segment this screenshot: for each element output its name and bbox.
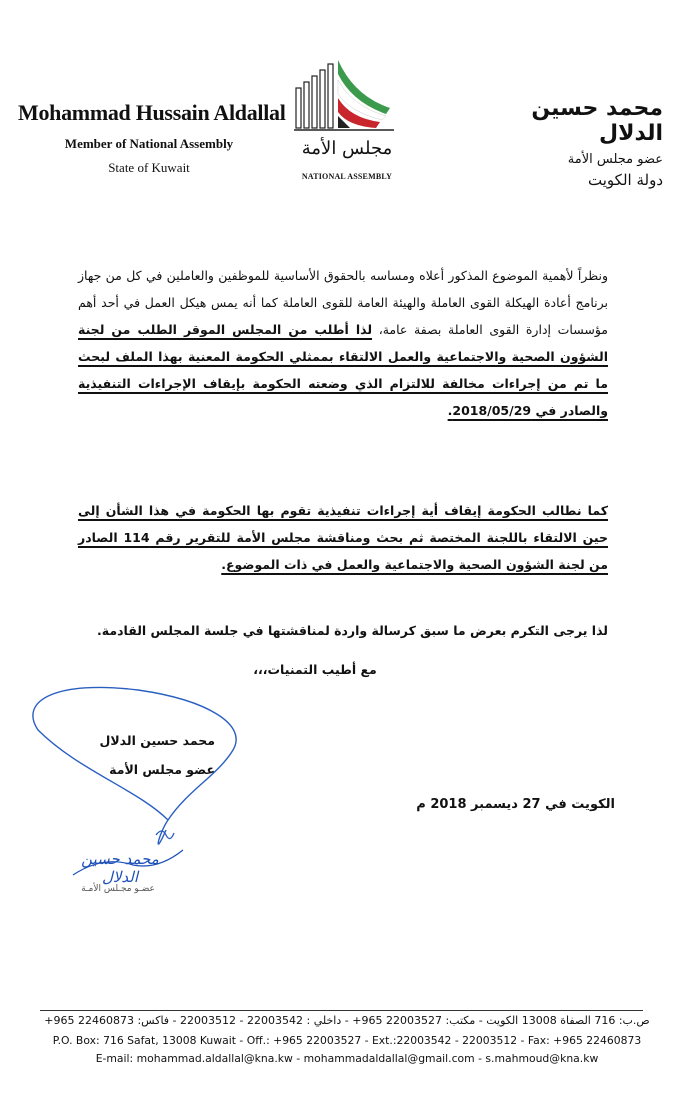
logo-arabic-text: مجلس الأمة — [301, 138, 393, 159]
national-assembly-logo — [282, 56, 412, 186]
sender-state-ar: دولة الكويت — [588, 171, 663, 189]
letter-date: الكويت في 27 ديسمبر 2018 م — [416, 797, 615, 812]
sender-role-en: Member of National Assembly — [64, 136, 234, 151]
paragraph-2: كما نطالب الحكومة إيقاف أية إجراءات تنفيذية تقوم بها الحكومة في هذا الشأن إلى حين الالتقاء باللجنة المختصة ثم بحث ومناقشة مجلس الأمة للتقرير رقم 114 الصادر من لجنة الشؤون الصحية والاجتماعية والعمل في ذات الموضوع. — [78, 503, 609, 572]
signatory-role: عضو مجلس الأمة — [109, 762, 215, 777]
closing-greeting: مع أطيب التمنيات،،، — [253, 662, 377, 677]
footer-divider — [40, 1010, 643, 1011]
flag-green-icon — [338, 60, 390, 114]
footer-contact-arabic: ص.ب: 716 الصفاة 13008 الكويت - مكتب: 22003527 965+ - داخلي : 22003542 - 22003512 - فاكس: 22460873 965+ — [44, 1014, 650, 1027]
sender-role-ar: عضو مجلس الأمة — [567, 152, 663, 167]
footer-email: E-mail: mohammad.aldallal@kna.kw - mohammadaldallal@gmail.com - s.mahmoud@kna.kw — [95, 1052, 599, 1065]
letterhead-english — [18, 100, 286, 176]
signatory-name: محمد حسين الدلال — [99, 733, 215, 748]
stamp-signature-role: عضـو مجـلس الأمـة — [81, 884, 155, 894]
columns-icon — [296, 64, 333, 128]
paragraph-3: لذا يرجى التكرم بعرض ما سبق كرسالة واردة لمناقشتها في جلسة المجلس القادمة. — [97, 623, 608, 638]
sender-name-ar: محمد حسين الدلال — [531, 96, 663, 146]
paragraph-1 — [78, 262, 608, 424]
sender-name-en: Mohammad Hussain Aldallal — [18, 100, 286, 125]
footer-contact-english: P.O. Box: 716 Safat, 13008 Kuwait - Off.: +965 22003527 - Ext.:22003542 - 22003512 - Fax: +965 22460873 — [52, 1034, 642, 1047]
letterhead-arabic — [473, 96, 663, 189]
logo-english-text: NATIONAL ASSEMBLY — [301, 172, 393, 181]
paragraph-1-request: لذا أطلب من المجلس الموقر الطلب من لجنة الشؤون الصحية والاجتماعية والعمل الالتقاء بممثلي الحكومة المعنية بهذا الملف لبحث ما تم من إجراءات مخالفة للالتزام الذي وضعته الحكومة بإيقاف الإجراءات التنفيذية والصادر في 2018/05/29. — [78, 322, 608, 418]
sender-state-en: State of Kuwait — [108, 160, 190, 175]
stamp-signature-name: محمد حسين الدلال — [81, 850, 159, 886]
paragraph-1-intro: ونظراً لأهمية الموضوع المذكور أعلاه ومساسه بالحقوق الأساسية للموظفين والعاملين في كل من جهاز برنامج أعادة الهيكلة القوى العاملة والهيئة العامة للقوى العاملة كما أنه يمس هيكل العمل في أحد أهم مؤسسات إدارة القوى العاملة بصفة عامة، — [78, 268, 608, 337]
